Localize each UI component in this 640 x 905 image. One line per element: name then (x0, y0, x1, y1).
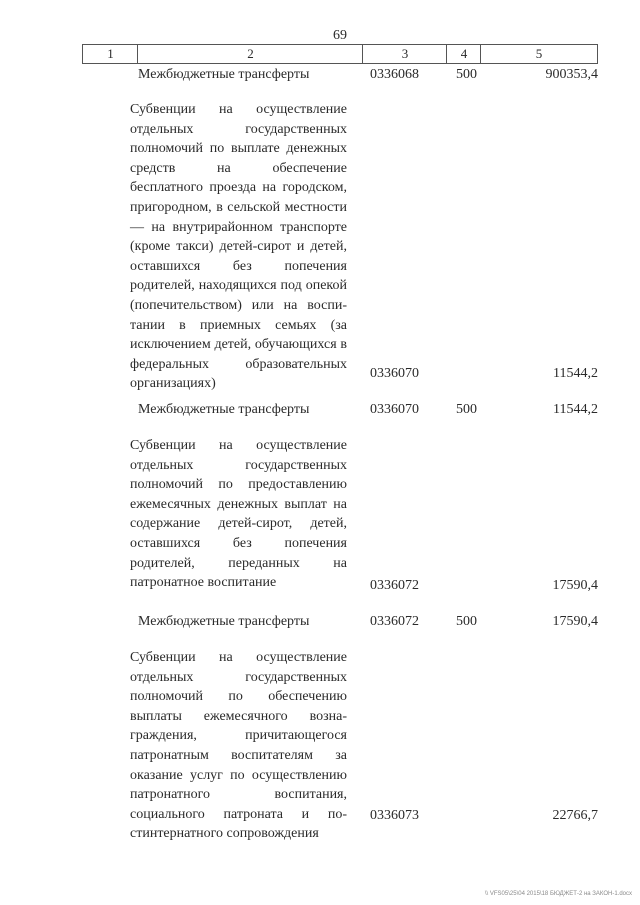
row-sum: 17590,4 (552, 578, 598, 593)
row-description: Межбюджетные трансферты (138, 67, 310, 82)
row-sum: 11544,2 (553, 402, 598, 417)
row-code: 0336072 (370, 578, 419, 593)
row-code: 0336070 (370, 366, 419, 381)
row-description: Субвенции на осуществление отдельных государственных полномочий по обеспечению выплаты ежемесячного вознаграждения, причитающегося патронатным воспитателям за оказание услуг по осуществлению патронатного воспитания, социального патроната и постинтернатного сопровождения (130, 650, 347, 842)
header-col-2: 2 (137, 44, 363, 64)
header-col-5: 5 (480, 44, 598, 64)
row-expense-type: 500 (456, 614, 477, 629)
header-col-1: 1 (82, 44, 138, 64)
file-path-footer: \\ VFS05\25\04 2015\18 БЮДЖЕТ-2 на ЗАКОН-1.docx (484, 891, 632, 897)
row-expense-type: 500 (456, 402, 477, 417)
row-code: 0336070 (370, 402, 419, 417)
row-code: 0336068 (370, 67, 419, 82)
row-code: 0336072 (370, 614, 419, 629)
page-number: 69 (333, 28, 347, 43)
row-sum: 17590,4 (552, 614, 598, 629)
row-expense-type: 500 (456, 67, 477, 82)
row-description: Субвенции на осуществление отдельных государственных полномочий по предоставлению ежемесячных денежных выплат на содержание детей-сирот, детей, оставшихся без попечения родителей, переданных на патронатное воспитание (130, 438, 347, 591)
header-col-3: 3 (362, 44, 447, 64)
row-code: 0336073 (370, 808, 419, 823)
table-header (82, 44, 598, 64)
row-description: Межбюджетные трансферты (138, 614, 310, 629)
row-sum: 22766,7 (552, 808, 598, 823)
header-col-4: 4 (446, 44, 481, 64)
row-sum: 11544,2 (553, 366, 598, 381)
row-description: Межбюджетные трансферты (138, 402, 310, 417)
row-sum: 900353,4 (545, 67, 598, 82)
row-description: Субвенции на осуществление отдельных государственных полномочий по выплате денежных средств на обеспечение бесплатного проезда на городском, пригородном, в сельской местности — на внутрирайонном транспорте (кроме такси) детей-сирот и детей, оставшихся без попечения родителей, находящихся под опекой (попечительством) или на воспитании в приемных семьях (за исключением детей, обучающихся в федеральных образовательных организациях) (130, 102, 347, 392)
